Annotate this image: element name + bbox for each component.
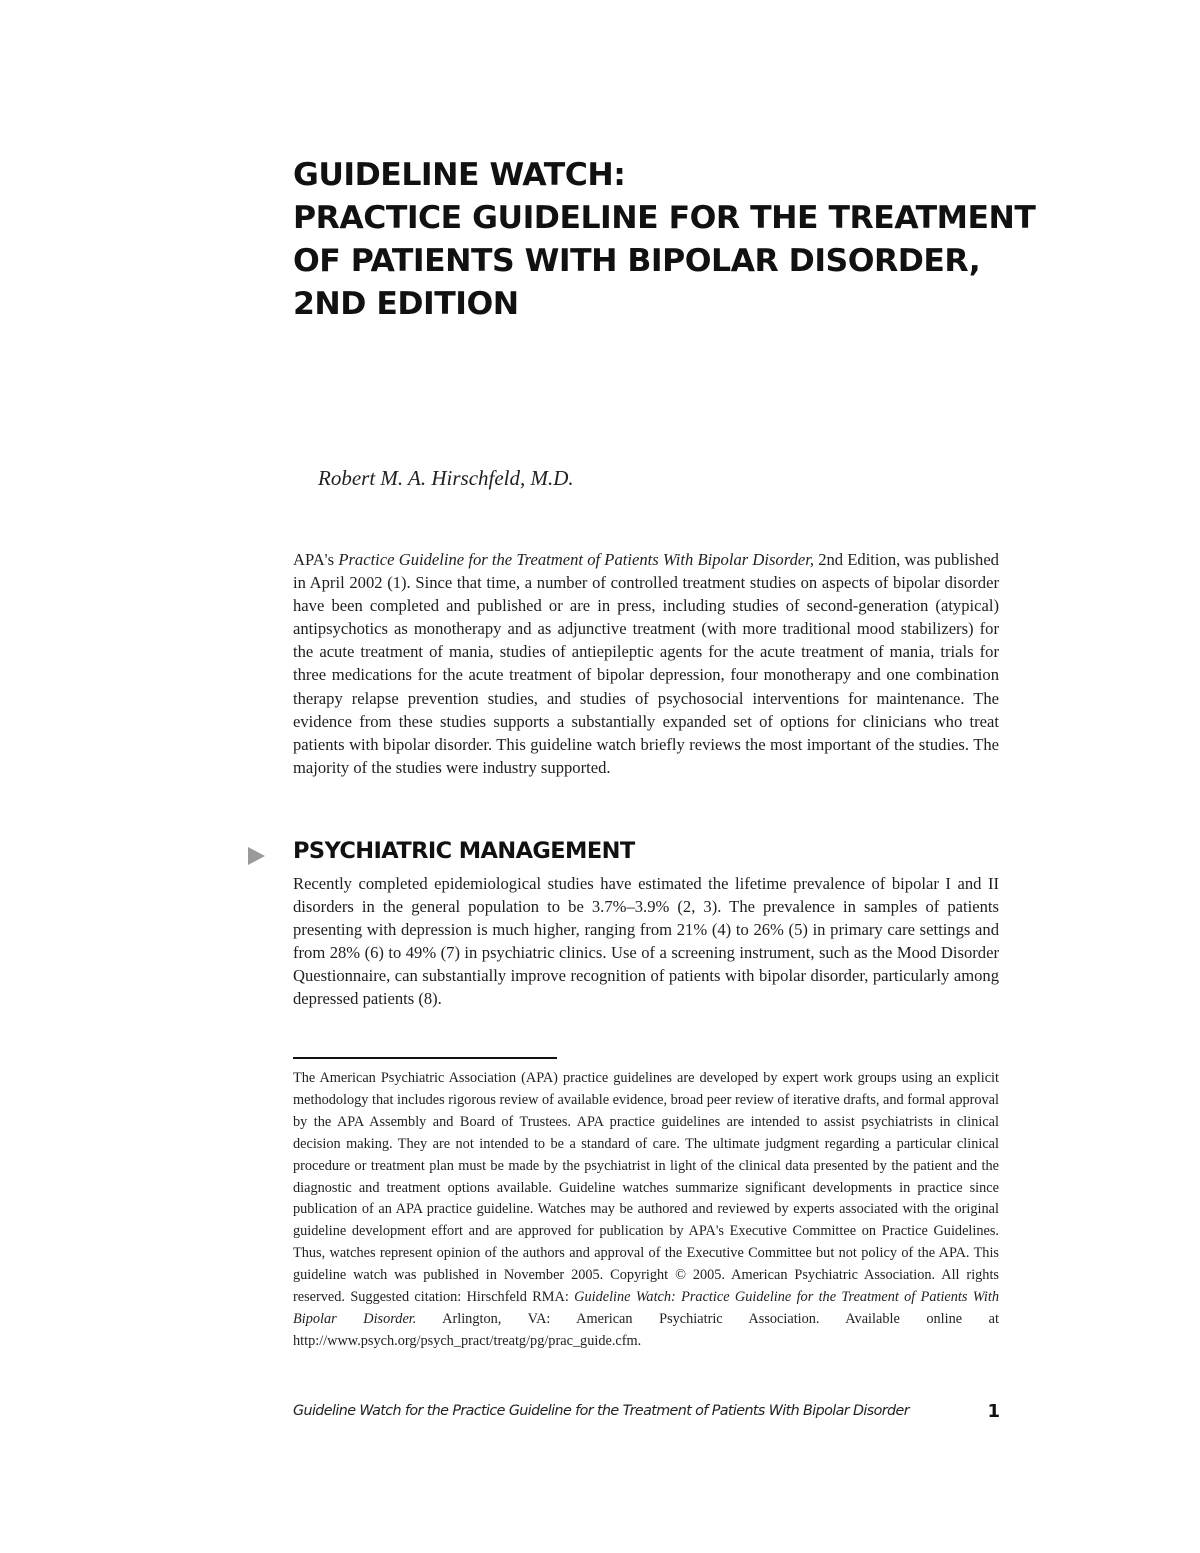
author-byline: Robert M. A. Hirschfeld, M.D. [318, 466, 574, 490]
title-line-2: PRACTICE GUIDELINE FOR THE TREATMENT [293, 200, 1036, 236]
footnote-citation-title: Guideline Watch: Practice Guideline for the Treatment of Patients With Bipolar Disorder. [293, 1289, 999, 1327]
intro-prefix: APA's [293, 550, 339, 569]
title-line-3: OF PATIENTS WITH BIPOLAR DISORDER, [293, 243, 981, 279]
intro-body: 2nd Edition, was published in April 2002 (1). Since that time, a number of controlled treatment studies on aspects of bipolar disorder have been completed and published or are in press, including studies of second-generation (atypical) antipsychotics as monotherapy and as adjunctive treatment (with more traditional mood stabilizers) for the acute treatment of mania, studies of antiepileptic agents for the acute treatment of mania, trials for three medications for the acute treatment of bipolar depression, four monotherapy and one combination therapy relapse prevention studies, and studies of psychosocial interventions for maintenance. The evidence from these studies supports a substantially expanded set of options for clinicians who treat patients with bipolar disorder. This guideline watch briefly reviews the most important of the studies. The majority of the studies were industry supported. [293, 550, 999, 777]
footnote-text: The American Psychiatric Association (APA) practice guidelines are developed by expert work groups using an explicit methodology that includes rigorous review of available evidence, broad peer review of iterative drafts, and formal approval by the APA Assembly and Board of Trustees. APA practice guidelines are intended to assist psychiatrists in clinical decision making. They are not intended to be a standard of care. The ultimate judgment regarding a particular clinical procedure or treatment plan must be made by the psychiatrist in light of the clinical data presented by the patient and the diagnostic and treatment options available. Guideline watches summarize significant developments in practice since publication of an APA practice guideline. Watches may be authored and reviewed by experts associated with the original guideline development effort and are approved for publication by APA's Executive Committee on Practice Guidelines. Thus, watches represent opinion of the authors and approval of the Executive Committee but not policy of the APA. This guideline watch was published in November 2005. Copyright © 2005. American Psychiatric Association. All rights reserved. Suggested citation: Hirschfeld RMA: [293, 1070, 999, 1306]
intro-guideline-title: Practice Guideline for the Treatment of Patients With Bipolar Disorder, [338, 550, 814, 569]
section-heading: PSYCHIATRIC MANAGEMENT [293, 838, 635, 864]
footnote-divider [293, 1057, 557, 1059]
section-paragraph: Recently completed epidemiological studies have estimated the lifetime prevalence of bipolar I and II disorders in the general population to be 3.7%–3.9% (2, 3). The prevalence in samples of patients presenting with depression is much higher, ranging from 21% (4) to 26% (5) in primary care settings and from 28% (6) to 49% (7) in psychiatric clinics. Use of a screening instrument, such as the Mood Disorder Questionnaire, can substantially improve recognition of patients with bipolar disorder, particularly among depressed patients (8). [293, 874, 999, 1009]
title-line-1: GUIDELINE WATCH: [293, 157, 626, 193]
title-line-4: 2ND EDITION [293, 286, 519, 322]
footnote [293, 1068, 999, 1353]
page-number: 1 [987, 1401, 1000, 1422]
document-title [293, 154, 1053, 326]
right-triangle-marker-icon [248, 847, 265, 865]
footnote-text-end: Arlington, VA: American Psychiatric Association. Available online at http://www.psych.org/psych_pract/treatg/pg/prac_guide.cfm. [293, 1310, 999, 1349]
intro-paragraph [293, 548, 999, 779]
running-footer: Guideline Watch for the Practice Guideline for the Treatment of Patients With Bipolar Disorder [293, 1403, 909, 1419]
